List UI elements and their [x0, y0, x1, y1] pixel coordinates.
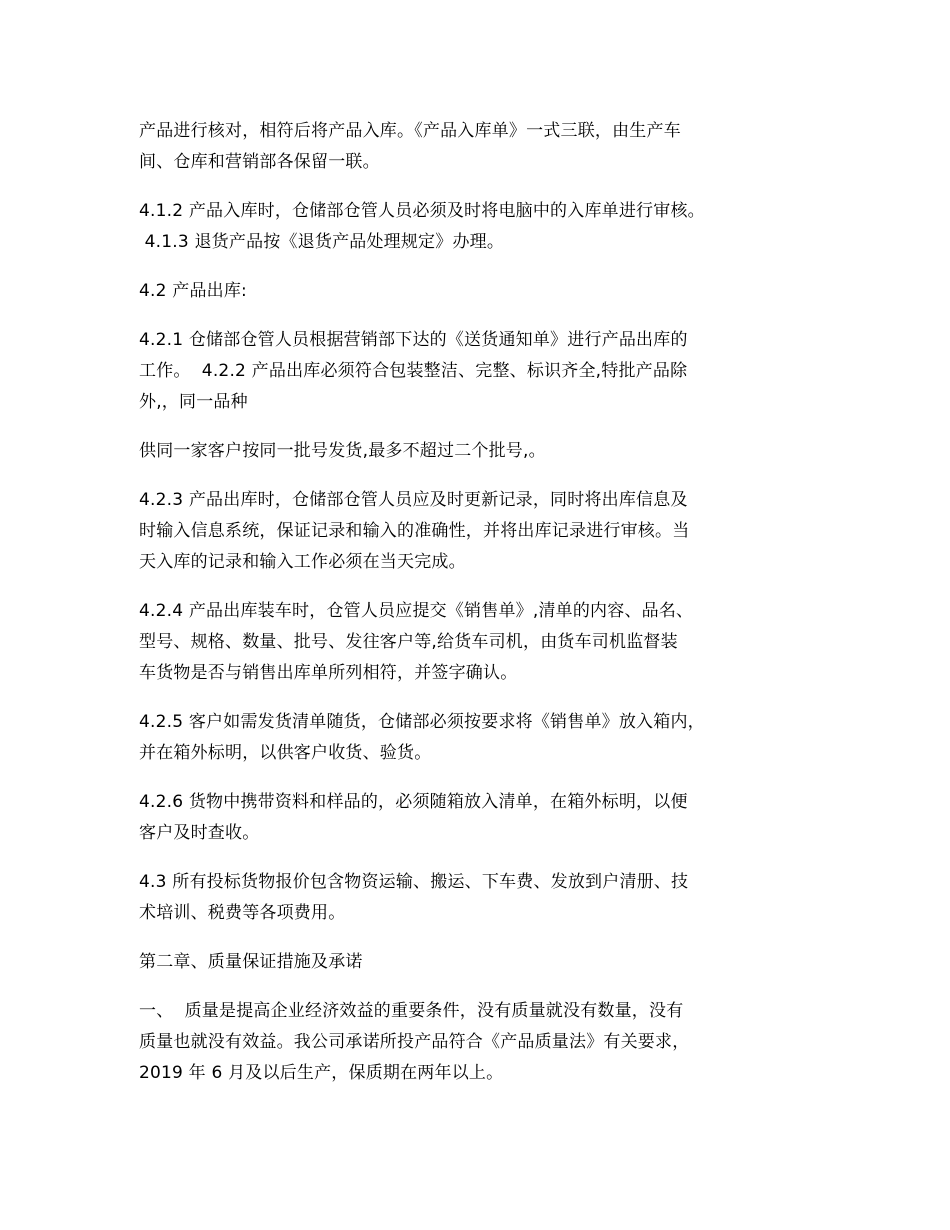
text-line: 天入库的记录和输入工作必须在当天完成。: [139, 552, 466, 572]
text-line: 4.3 所有投标货物报价包含物资运输、搬运、下车费、发放到户清册、技: [139, 872, 689, 892]
text-line: 工作。 4.2.2 产品出库必须符合包装整洁、完整、标识齐全,特批产品除: [139, 361, 688, 381]
paragraph-3: [139, 276, 829, 307]
text-line: 并在箱外标明，以供客户收货、验货。: [139, 743, 432, 763]
text-line: 型号、规格、数量、批号、发往客户等,给货车司机，由货车司机监督装: [139, 632, 678, 652]
paragraph-1: [139, 116, 829, 178]
text-line: 供同一家客户按同一批号发货,最多不超过二个批号,。: [139, 441, 546, 461]
text-line: 产品进行核对，相符后将产品入库。《产品入库单》一式三联，由生产车: [139, 121, 681, 141]
text-line: 4.2 产品出库:: [139, 281, 247, 301]
text-line: 客户及时查收。: [139, 823, 260, 843]
text-line: 第二章、质量保证措施及承诺: [139, 952, 363, 972]
text-line: 4.2.1 仓储部仓管人员根据营销部下达的《送货通知单》进行产品出库的: [139, 330, 688, 350]
paragraph-9: [139, 787, 829, 849]
paragraph-5: [139, 436, 829, 467]
text-line: 4.1.2 产品入库时，仓储部仓管人员必须及时将电脑中的入库单进行审核。: [139, 201, 705, 221]
paragraph-7: [139, 596, 829, 689]
text-line: 4.2.4 产品出库装车时，仓管人员应提交《销售单》,清单的内容、品名、: [139, 601, 694, 621]
text-line: 4.1.3 退货产品按《退货产品处理规定》办理。: [139, 232, 505, 252]
text-line: 外,，同一品种: [139, 392, 248, 412]
text-line: 2019 年 6 月及以后生产，保质期在两年以上。: [139, 1063, 504, 1083]
text-line: 术培训、税费等各项费用。: [139, 903, 346, 923]
paragraph-4: [139, 325, 829, 418]
paragraph-2: [139, 196, 829, 258]
paragraph-12: [139, 996, 829, 1089]
text-line: 时输入信息系统，保证记录和输入的准确性，并将出库记录进行审核。当: [139, 521, 690, 541]
text-line: 车货物是否与销售出库单所列相符，并签字确认。: [139, 663, 518, 683]
text-line: 4.2.5 客户如需发货清单随货，仓储部必须按要求将《销售单》放入箱内，: [139, 712, 705, 732]
text-line: 一、 质量是提高企业经济效益的重要条件，没有质量就没有数量，没有: [139, 1001, 684, 1021]
text-line: 间、仓库和营销部各保留一联。: [139, 152, 380, 172]
text-line: 4.2.3 产品出库时，仓储部仓管人员应及时更新记录，同时将出库信息及: [139, 490, 688, 510]
text-line: 4.2.6 货物中携带资料和样品的，必须随箱放入清单，在箱外标明，以便: [139, 792, 688, 812]
paragraph-10: [139, 867, 829, 929]
paragraph-8: [139, 707, 829, 769]
text-line: 质量也就没有效益。我公司承诺所投产品符合《产品质量法》有关要求，: [139, 1032, 690, 1052]
paragraph-6: [139, 485, 829, 578]
chapter-heading: [139, 947, 829, 978]
document-page: [139, 116, 829, 1107]
